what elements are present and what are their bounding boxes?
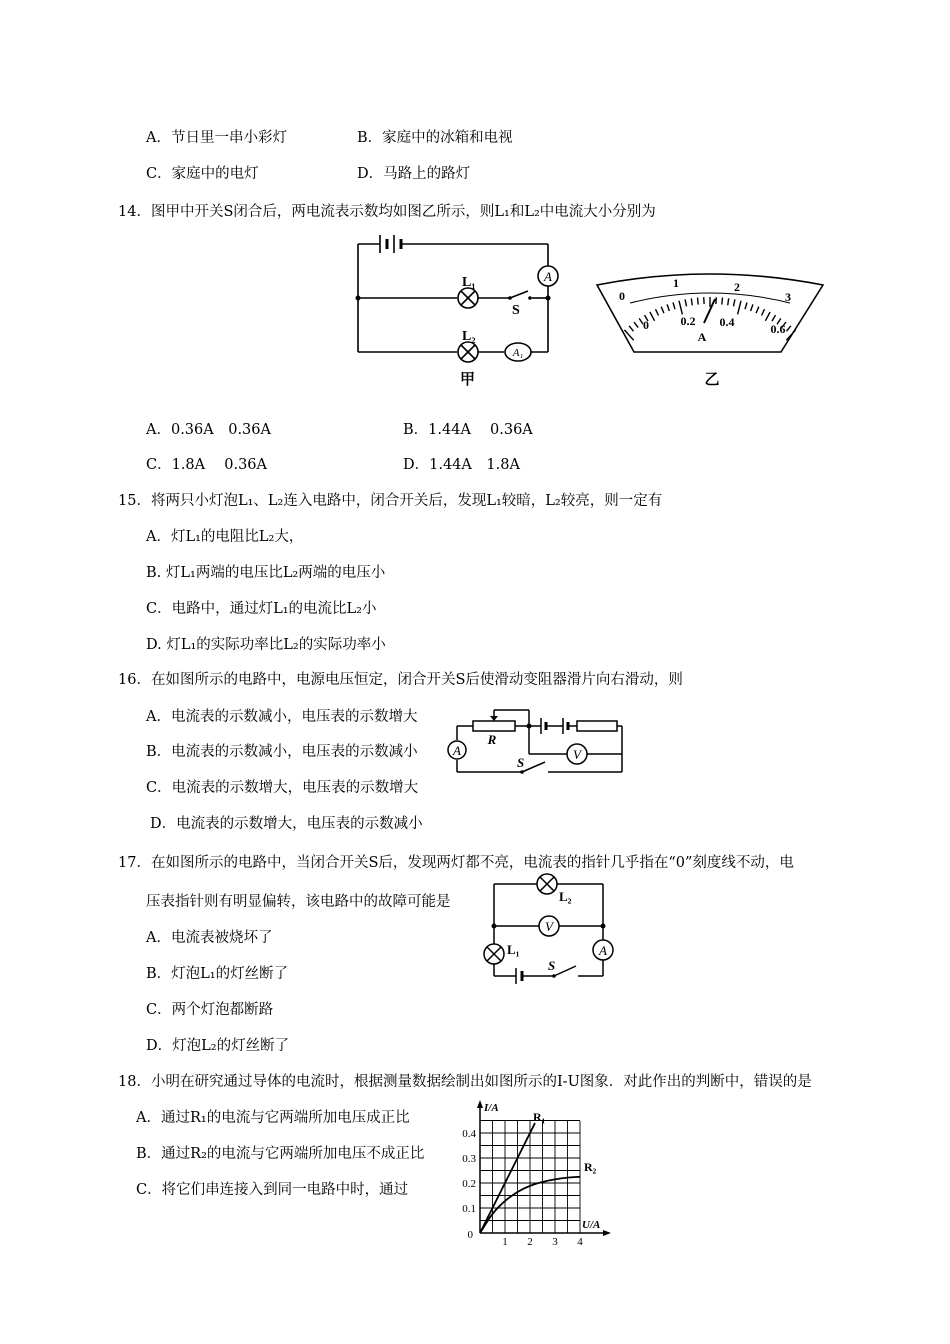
dial-tick <box>698 298 699 305</box>
lower-scale-0-4: 0.4 <box>719 315 735 329</box>
dial-tick <box>765 312 770 321</box>
dial-tick <box>661 307 664 313</box>
dial-tick <box>650 312 655 321</box>
dial-tick <box>734 299 735 306</box>
fig-jia-caption: 甲 <box>460 372 476 388</box>
q18-option-b: B．通过R₂的电流与它两端所加电压不成正比 <box>136 1146 425 1162</box>
x-tick-label: 4 <box>577 1236 583 1248</box>
dial-tick <box>634 322 638 328</box>
switch-label: S <box>548 958 556 973</box>
q13-option-a: A．节日里一串小彩灯 <box>146 130 287 146</box>
series-label-2: R₂ <box>584 1159 597 1174</box>
ammeter-label: A <box>599 943 607 958</box>
q13-option-b: B．家庭中的冰箱和电视 <box>357 130 513 146</box>
q16-stem: 16．在如图所示的电路中，电源电压恒定，闭合开关S后使滑动变阻器滑片向右滑动，则 <box>118 672 683 688</box>
dial-tick <box>685 299 686 306</box>
dial-tick <box>691 298 692 305</box>
q14-option-a: A．0.36A 0.36A <box>146 422 271 438</box>
upper-scale-3: 3 <box>785 290 791 304</box>
q17-stem-cont: 压表指针则有明显偏转，该电路中的故障可能是 <box>146 894 451 910</box>
y-tick-label: 0.3 <box>462 1153 476 1165</box>
q17-stem: 17．在如图所示的电路中，当闭合开关S后，发现两灯都不亮，电流表的指针几乎指在“0”刻度线不动，电 <box>118 855 794 871</box>
lamp-l1-label: L₁ <box>507 942 520 957</box>
q14-stem: 14．图甲中开关S闭合后，两电流表示数均如图乙所示，则L₁和L₂中电流大小分别为 <box>118 204 656 220</box>
voltmeter-label: V <box>573 747 581 762</box>
x-tick-label: 2 <box>527 1236 533 1248</box>
ammeter-a-label: A <box>544 269 552 284</box>
dial-tick <box>667 304 669 311</box>
q16-circuit <box>445 714 625 776</box>
lower-scale-0-2: 0.2 <box>680 314 696 328</box>
voltmeter-label: V <box>545 919 553 934</box>
ammeter-label: A <box>453 743 461 758</box>
dial-tick <box>629 326 633 331</box>
upper-scale-2: 2 <box>734 280 740 294</box>
q15-option-b: B. 灯L₁两端的电压比L₂两端的电压小 <box>146 565 386 581</box>
q17-option-d: D．灯泡L₂的灯丝断了 <box>146 1038 290 1054</box>
lamp-l1-label: L₁ <box>462 275 476 290</box>
dial-tick <box>673 303 675 310</box>
lower-scale-0: 0 <box>643 318 649 332</box>
series-label-1: R₁ <box>533 1110 546 1124</box>
upper-scale-0: 0 <box>619 289 625 303</box>
q16-option-b: B．电流表的示数减小，电压表的示数减小 <box>146 744 418 760</box>
dial-tick <box>756 307 759 313</box>
dial-tick <box>762 309 765 315</box>
dial-tick <box>738 301 741 315</box>
rheostat-r-label: R <box>487 732 497 747</box>
dial-tick <box>728 298 729 305</box>
y-axis-label: I/A <box>484 1102 499 1114</box>
y-axis-arrow <box>477 1100 483 1108</box>
dial-tick <box>679 301 682 315</box>
lamp-l2-label: L₂ <box>462 329 476 344</box>
q18-option-c: C．将它们串连接入到同一电路中时，通过 <box>136 1182 409 1198</box>
ammeter-a1-label: A₁ <box>512 347 524 359</box>
lamp-l2-label: L₂ <box>559 889 572 904</box>
q17-option-a: A．电流表被烧坏了 <box>146 930 273 946</box>
dial-tick <box>786 330 795 340</box>
lower-scale-0-6: 0.6 <box>770 322 786 336</box>
y-tick-label: 0.2 <box>462 1178 476 1190</box>
x-axis-label: U/A <box>582 1219 601 1231</box>
q18-option-a: A．通过R₁的电流与它两端所加电压成正比 <box>136 1110 410 1126</box>
upper-scale-1: 1 <box>673 276 679 290</box>
q14-ammeter-dial-yi <box>594 275 826 390</box>
dial-tick <box>722 298 723 305</box>
q16-option-c: C．电流表的示数增大，电压表的示数增大 <box>146 780 419 796</box>
q14-option-b: B．1.44A 0.36A <box>403 422 533 438</box>
dial-tick <box>772 315 776 321</box>
q14-option-c: C．1.8A 0.36A <box>146 457 267 473</box>
q13-option-c: C．家庭中的电灯 <box>146 166 259 182</box>
dial-tick <box>751 304 753 311</box>
switch-label: S <box>517 755 525 770</box>
q16-option-a: A．电流表的示数减小，电压表的示数增大 <box>146 709 418 725</box>
q17-option-c: C．两个灯泡都断路 <box>146 1002 274 1018</box>
origin-label: 0 <box>467 1229 473 1241</box>
x-tick-label: 1 <box>502 1236 508 1248</box>
q14-option-d: D．1.44A 1.8A <box>403 457 520 473</box>
iu-graph <box>455 1100 615 1248</box>
y-tick-label: 0.4 <box>462 1128 476 1140</box>
q15-stem: 15．将两只小灯泡L₁、L₂连入电路中，闭合开关后，发现L₁较暗，L₂较亮，则一定有 <box>118 493 663 509</box>
y-tick-label: 0.1 <box>462 1203 476 1215</box>
fig-yi-caption: 乙 <box>704 372 720 388</box>
q15-option-a: A．灯L₁的电阻比L₂大， <box>146 529 304 545</box>
switch-s-label: S <box>512 303 520 318</box>
q13-option-d: D．马路上的路灯 <box>357 166 471 182</box>
q18-stem: 18．小明在研究通过导体的电流时，根据测量数据绘制出如图所示的I-U图象．对此作出的判断中，错误的是 <box>118 1074 812 1090</box>
series-line-1 <box>480 1123 535 1233</box>
q15-option-c: C．电路中，通过灯L₁的电流比L₂小 <box>146 601 377 617</box>
dial-tick <box>745 303 747 310</box>
x-tick-label: 3 <box>552 1236 558 1248</box>
dial-tick <box>656 309 659 315</box>
q15-option-d: D. 灯L₁的实际功率比L₂的实际功率小 <box>146 637 386 653</box>
q16-option-d: D．电流表的示数增大，电压表的示数减小 <box>150 816 423 832</box>
dial-unit-a: A <box>697 330 707 344</box>
x-axis-arrow <box>603 1230 611 1236</box>
q17-option-b: B．灯泡L₁的灯丝断了 <box>146 966 289 982</box>
q17-circuit <box>482 870 622 982</box>
q14-circuit-jia <box>352 232 572 392</box>
dial-tick <box>787 326 791 331</box>
